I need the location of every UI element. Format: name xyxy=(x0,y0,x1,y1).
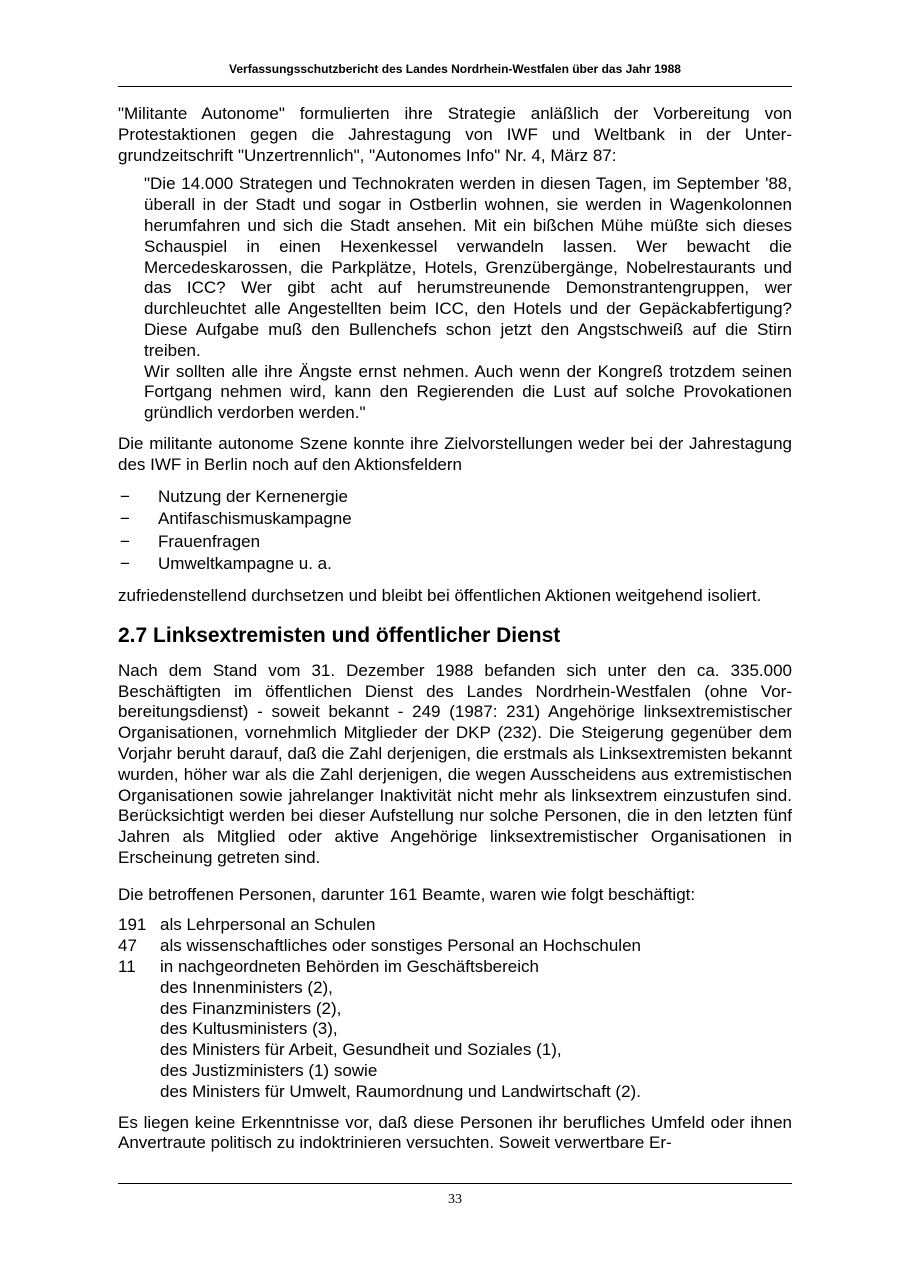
section-paragraph-2: Die betroffenen Personen, darunter 161 Beamte, waren wie folgt beschäftigt: xyxy=(118,884,696,904)
dash-bullet: − xyxy=(120,486,130,506)
list-item-text: Umweltkampagne u. a. xyxy=(158,554,332,574)
employment-count: 11 xyxy=(118,957,136,977)
page-number: 33 xyxy=(448,1192,462,1207)
list-item xyxy=(118,508,792,531)
footer-rule xyxy=(118,1183,792,1184)
ministry-line: des Kultusministers (3), xyxy=(160,1019,338,1039)
list-item-text: Frauenfragen xyxy=(158,531,261,551)
section-heading: 2.7 Linksextremisten und öffentlicher Dienst xyxy=(118,623,561,647)
ministry-line: des Finanzministers (2), xyxy=(160,998,342,1018)
employment-count: 47 xyxy=(118,936,137,956)
closing-paragraph: Es liegen keine Erkenntnisse vor, daß diese Personen ihr berufliches Umfeld oder ihnen Anvertraute politisch zu indoktrinieren versuchten. Soweit verwertbare Er- xyxy=(118,1112,792,1153)
intro-paragraph: "Militante Autonome" formulierten ihre Strategie anläßlich der Vorbereitung von Protestaktionen gegen die Jahrestagung von IWF und Weltbank in der Untergrundzeitschrift "Unzertrennlich", "Autonomes Info" Nr. 4, März 87: xyxy=(118,104,792,165)
action-fields-list xyxy=(118,486,792,576)
employment-count: 191 xyxy=(118,915,147,935)
employment-text: als Lehrpersonal an Schulen xyxy=(160,915,376,935)
ministry-line: des Justizministers (1) sowie xyxy=(160,1061,378,1081)
employment-row xyxy=(118,957,792,978)
dash-bullet: − xyxy=(120,554,130,574)
running-header: Verfassungsschutzbericht des Landes Nordrhein-Westfalen über das Jahr 1988 xyxy=(229,62,681,76)
list-item xyxy=(118,553,792,576)
paragraph-after-list: zufriedenstellend durchsetzen und bleibt bei öffentlichen Aktionen weitgehend isoliert. xyxy=(118,585,762,605)
employment-row xyxy=(118,915,792,936)
ministry-line: des Innenministers (2), xyxy=(160,977,333,997)
list-item xyxy=(118,531,792,554)
ministry-line: des Ministers für Arbeit, Gesundheit und Soziales (1), xyxy=(160,1040,562,1060)
list-item-text: Antifaschismuskampagne xyxy=(158,509,352,529)
list-item-text: Nutzung der Kernenergie xyxy=(158,486,348,506)
ministry-line: des Ministers für Umwelt, Raumordnung und Landwirtschaft (2). xyxy=(160,1081,641,1101)
employment-row xyxy=(118,936,792,957)
employment-list xyxy=(118,915,792,1102)
employment-text: als wissenschaftliches oder sonstiges Personal an Hochschulen xyxy=(160,936,641,956)
page-body xyxy=(118,104,792,1154)
employment-text: in nachgeordneten Behörden im Geschäftsbereich xyxy=(160,957,539,977)
dash-bullet: − xyxy=(120,509,130,529)
quote-paragraph-2: Wir sollten alle ihre Ängste ernst nehmen. Auch wenn der Kongreß trotzdem seinen Fortgang nehmen wird, kann den Regierenden die Lust auf solche Provokationen gründlich verdorben werden." xyxy=(144,361,792,423)
quote-paragraph-1: "Die 14.000 Strategen und Technokraten werden in diesen Tagen, im September '88, überall in der Stadt und sogar in Ostberlin wohnen, sie werden in Wagenkolonnen herumfahren und sich die Stadt ansehen. Mit ein bißchen Mühe müßte sich dieses Schauspiel in einen Hexenkessel verwandeln lassen. Wer bewacht die Mercedeskarossen, die Parkplätze, Hotels, Grenzübergänge, Nobelrestaurants und das ICC? Wer gibt acht auf herumstreunende Demonstrantengruppen, wer durchleuchtet alle Angestellten beim ICC, den Hotels und der Gepäckabfertigung? Diese Aufgabe muß den Bullenchefs schon jetzt den Angstschweiß auf die Stirn treiben. xyxy=(144,174,792,360)
section-paragraph-1: Nach dem Stand vom 31. Dezember 1988 befanden sich unter den ca. 335.000 Beschäftigten im öffentlichen Dienst des Landes Nordrhein-Westfalen (ohne Vorbereitungsdienst) - soweit bekannt - 249 (1987: 231) Angehörige linksextremistischer Organisationen, vornehmlich Mitglieder der DKP (232). Die Steigerung gegenüber dem Vorjahr beruht darauf, daß die Zahl derjenigen, die erstmals als Linksextremisten bekannt wurden, höher war als die Zahl derjenigen, die wegen Ausscheidens aus extremistischen Organisationen sowie jahrelanger Inaktivität nicht mehr als linksextrem einzustufen sind. Berücksichtigt werden bei dieser Aufstellung nur solche Personen, die in den letzten fünf Jahren als Mitglied oder aktive Angehörige linksextremistischer Organisationen in Erscheinung getreten sind. xyxy=(118,660,792,867)
header-rule xyxy=(118,86,792,87)
paragraph-after-quote: Die militante autonome Szene konnte ihre Zielvorstellungen weder bei der Jahrestagung des IWF in Berlin noch auf den Aktionsfeldern xyxy=(118,433,792,474)
dash-bullet: − xyxy=(120,531,130,551)
list-item xyxy=(118,486,792,509)
